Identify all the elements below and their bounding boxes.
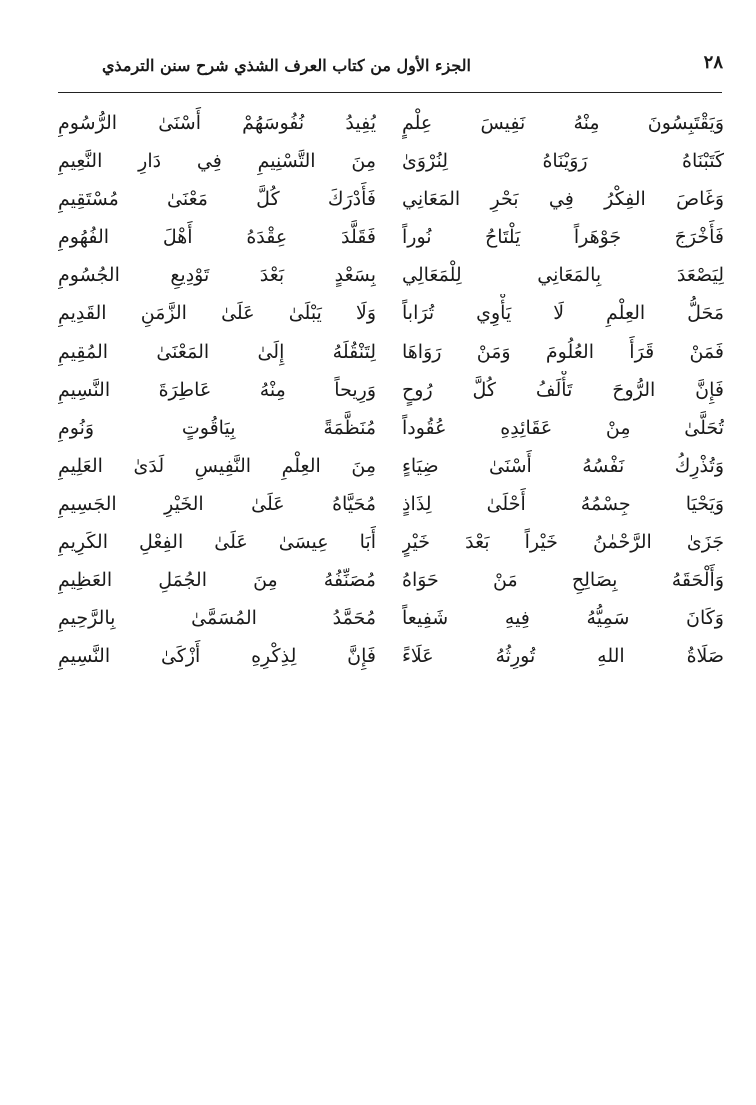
verse-second-half: مِنَ العِلْمِ النَّفِيسِ لَدَىٰ العَلِيمِ (58, 454, 376, 477)
verse-first-half: فَإِنَّ الرُّوحَ تَأْلَفُ كُلَّ رُوحٍ (402, 378, 724, 401)
verse-first-half: وَيَقْتَبِسُونَ مِنْهُ نَفِيسَ عِلْمٍ (402, 112, 724, 134)
poem-second-hemistichs (58, 104, 376, 675)
verse-second-half: مُصَنِّفُهُ مِنَ الجُمَلِ العَظِيمِ (58, 569, 376, 592)
page-number: ٢٨ (703, 52, 723, 73)
verse-second-half: فَإِنَّ لِذِكْرِهِ أَزْكَىٰ النَّسِيمِ (58, 645, 376, 668)
verse-second-half: بِسَعْدٍ بَعْدَ تَوْدِيعِ الجُسُومِ (58, 264, 376, 287)
verse-first-half: فَأَخْرَجَ جَوْهَراً يَلْتَاحُ نُوراً (402, 226, 724, 249)
poem-first-hemistichs (402, 104, 724, 675)
running-title: الجزء الأول من كتاب العرف الشذي شرح سنن الترمذي (101, 56, 471, 75)
verse-first-half: لِيَصْعَدَ بِالمَعَانِي لِلْمَعَالِي (402, 264, 724, 287)
verse-second-half: فَأَدْرَكَ كُلَّ مَعْنَىٰ مُسْتَقِيمِ (58, 188, 376, 211)
verse-first-half: مَحَلُّ العِلْمِ لَا يَأْوِي تُرَاباً (402, 302, 724, 325)
verse-first-half: وَأَلْحَقَهُ بِصَالِحِ مَنْ حَوَاهُ (402, 569, 724, 592)
verse-first-half: صَلَاةُ اللهِ تُورِثُهُ عَلَاءً (402, 645, 724, 668)
verse-first-half: وَتُذْرِكُ نَفْسُهُ أَسْنَىٰ ضِيَاءٍ (402, 454, 724, 477)
header-divider (58, 92, 722, 93)
verse-second-half: وَلَا يَبْلَىٰ عَلَىٰ الزَّمَنِ القَدِيمِ (58, 302, 376, 325)
verse-first-half: جَزَىٰ الرَّحْمٰنُ خَيْراً بَعْدَ خَيْرٍ (402, 531, 724, 554)
verse-second-half: مِنَ التَّسْنِيمِ فِي دَارِ النَّعِيمِ (58, 150, 376, 173)
verse-second-half: مُنَظَّمَةً بِيَاقُوتٍ وَنُومِ (58, 416, 376, 439)
verse-first-half: فَمَنْ قَرَأَ العُلُومَ وَمَنْ رَوَاهَا (402, 340, 724, 363)
verse-second-half: مُحَيَّاهُ عَلَىٰ الخَيْرِ الجَسِيمِ (58, 492, 376, 515)
verse-first-half: تُحَلَّىٰ مِنْ عَقَائِدِهِ عُقُوداً (402, 416, 724, 439)
verse-second-half: أَبَا عِيسَىٰ عَلَىٰ الفِعْلِ الكَرِيمِ (58, 531, 376, 554)
verse-second-half: فَقَلَّدَ عِقْدَهُ أَهْلَ الفُهُومِ (58, 226, 376, 249)
verse-first-half: وَكَانَ سَمِيُّهُ فِيهِ شَفِيعاً (402, 607, 724, 630)
verse-second-half: وَرِيحاً مِنْهُ عَاطِرَةَ النَّسِيمِ (58, 378, 376, 401)
page-header (58, 52, 723, 86)
verse-second-half: مُحَمَّدُ المُسَمَّىٰ بِالرَّحِيمِ (58, 607, 376, 630)
verse-second-half: لِتَنْقُلَهُ إِلَىٰ المَعْنَىٰ المُقِيمِ (58, 340, 376, 363)
verse-first-half: كَتَبْنَاهُ رَوَيْنَاهُ لِنُرْوَىٰ (402, 150, 724, 173)
verse-first-half: وَيَحْيَا جِسْمُهُ أَحْلَىٰ لِذَاذٍ (402, 492, 724, 515)
verse-second-half: يُفِيدُ نُفُوسَهُمْ أَسْنَىٰ الرُّسُومِ (58, 112, 376, 134)
verse-first-half: وَغَاصَ الفِكْرُ فِي بَحْرِ المَعَانِي (402, 188, 724, 211)
